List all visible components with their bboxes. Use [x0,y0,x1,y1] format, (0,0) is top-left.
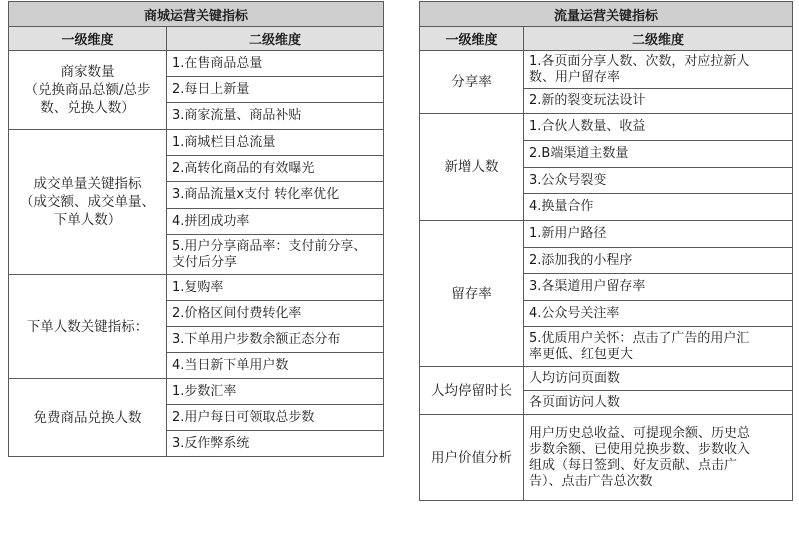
table-row [420,114,793,141]
left-level1-cell: 下单人数关键指标： [9,275,167,379]
right-level1-cell: 人均停留时长 [420,367,524,415]
right-level2-cell: 1.合伙人数量、收益 [524,114,793,141]
table-row [9,51,384,77]
table-row [420,221,793,248]
left-level2-cell: 3.反作弊系统 [167,431,384,457]
right-level1-cell: 留存率 [420,221,524,367]
right-level1-cell: 分享率 [420,51,524,114]
left-header-level2: 二级维度 [167,27,384,51]
right-level2-cell: 3.各渠道用户留存率 [524,274,793,301]
left-level2-cell: 3.下单用户步数余额正态分布 [167,327,384,353]
left-level2-cell: 4.当日新下单用户数 [167,353,384,379]
table-row [9,130,384,156]
left-table-body [9,2,384,457]
right-level2-cell: 4.公众号关注率 [524,301,793,327]
table-row [420,367,793,391]
right-level1-cell: 新增人数 [420,114,524,221]
left-level2-cell: 2.每日上新量 [167,77,384,103]
table-row [9,379,384,405]
table-row [420,415,793,501]
left-level2-cell: 4.拼团成功率 [167,209,384,235]
right-level2-cell: 人均访问页面数 [524,367,793,391]
right-header-level2: 二级维度 [524,27,793,51]
right-header-level1: 一级维度 [420,27,524,51]
table-row [420,51,793,89]
table-row [9,275,384,301]
right-level2-cell: 2.新的裂变玩法设计 [524,89,793,114]
left-level2-cell: 3.商品流量x支付 转化率优化 [167,182,384,209]
left-header-level1: 一级维度 [9,27,167,51]
left-level2-cell: 1.商城栏目总流量 [167,130,384,156]
left-level2-cell: 2.高转化商品的有效曝光 [167,156,384,182]
left-level2-cell: 2.价格区间付费转化率 [167,301,384,327]
left-level2-cell: 1.在售商品总量 [167,51,384,77]
right-table-body [420,2,793,501]
left-level2-cell: 1.复购率 [167,275,384,301]
left-level2-cell: 1.步数汇率 [167,379,384,405]
right-level2-cell: 2.B端渠道主数量 [524,141,793,168]
right-level2-cell: 1.新用户路径 [524,221,793,248]
left-table-title: 商城运营关键指标 [9,2,384,27]
left-level2-cell: 5.用户分享商品率：支付前分享、 支付后分享 [167,235,384,275]
right-level2-cell: 5.优质用户关怀：点击了广告的用户汇 率更低、红包更大 [524,327,793,367]
right-level2-cell: 4.换量合作 [524,194,793,221]
left-level2-cell: 3.商家流量、商品补贴 [167,103,384,130]
right-level2-cell: 2.添加我的小程序 [524,248,793,274]
left-level1-cell: 商家数量 （兑换商品总额/总步 数、兑换人数） [9,51,167,130]
right-level1-cell: 用户价值分析 [420,415,524,501]
right-table-title: 流量运营关键指标 [420,2,793,27]
right-level2-cell: 各页面访问人数 [524,391,793,415]
left-level1-cell: 免费商品兑换人数 [9,379,167,457]
right-level2-cell: 3.公众号裂变 [524,168,793,194]
left-level1-cell: 成交单量关键指标 （成交额、成交单量、 下单人数） [9,130,167,275]
right-level2-cell: 用户历史总收益、可提现余额、历史总 步数余额、已使用兑换步数、步数收入 组成（每日签到、好友贡献、点击广 告）、点击广告总次数 [524,415,793,501]
right-level2-cell: 1.各页面分享人数、次数，对应拉新人 数、用户留存率 [524,51,793,89]
left-level2-cell: 2.用户每日可领取总步数 [167,405,384,431]
mall-operations-table [8,1,384,457]
traffic-operations-table [419,1,793,501]
